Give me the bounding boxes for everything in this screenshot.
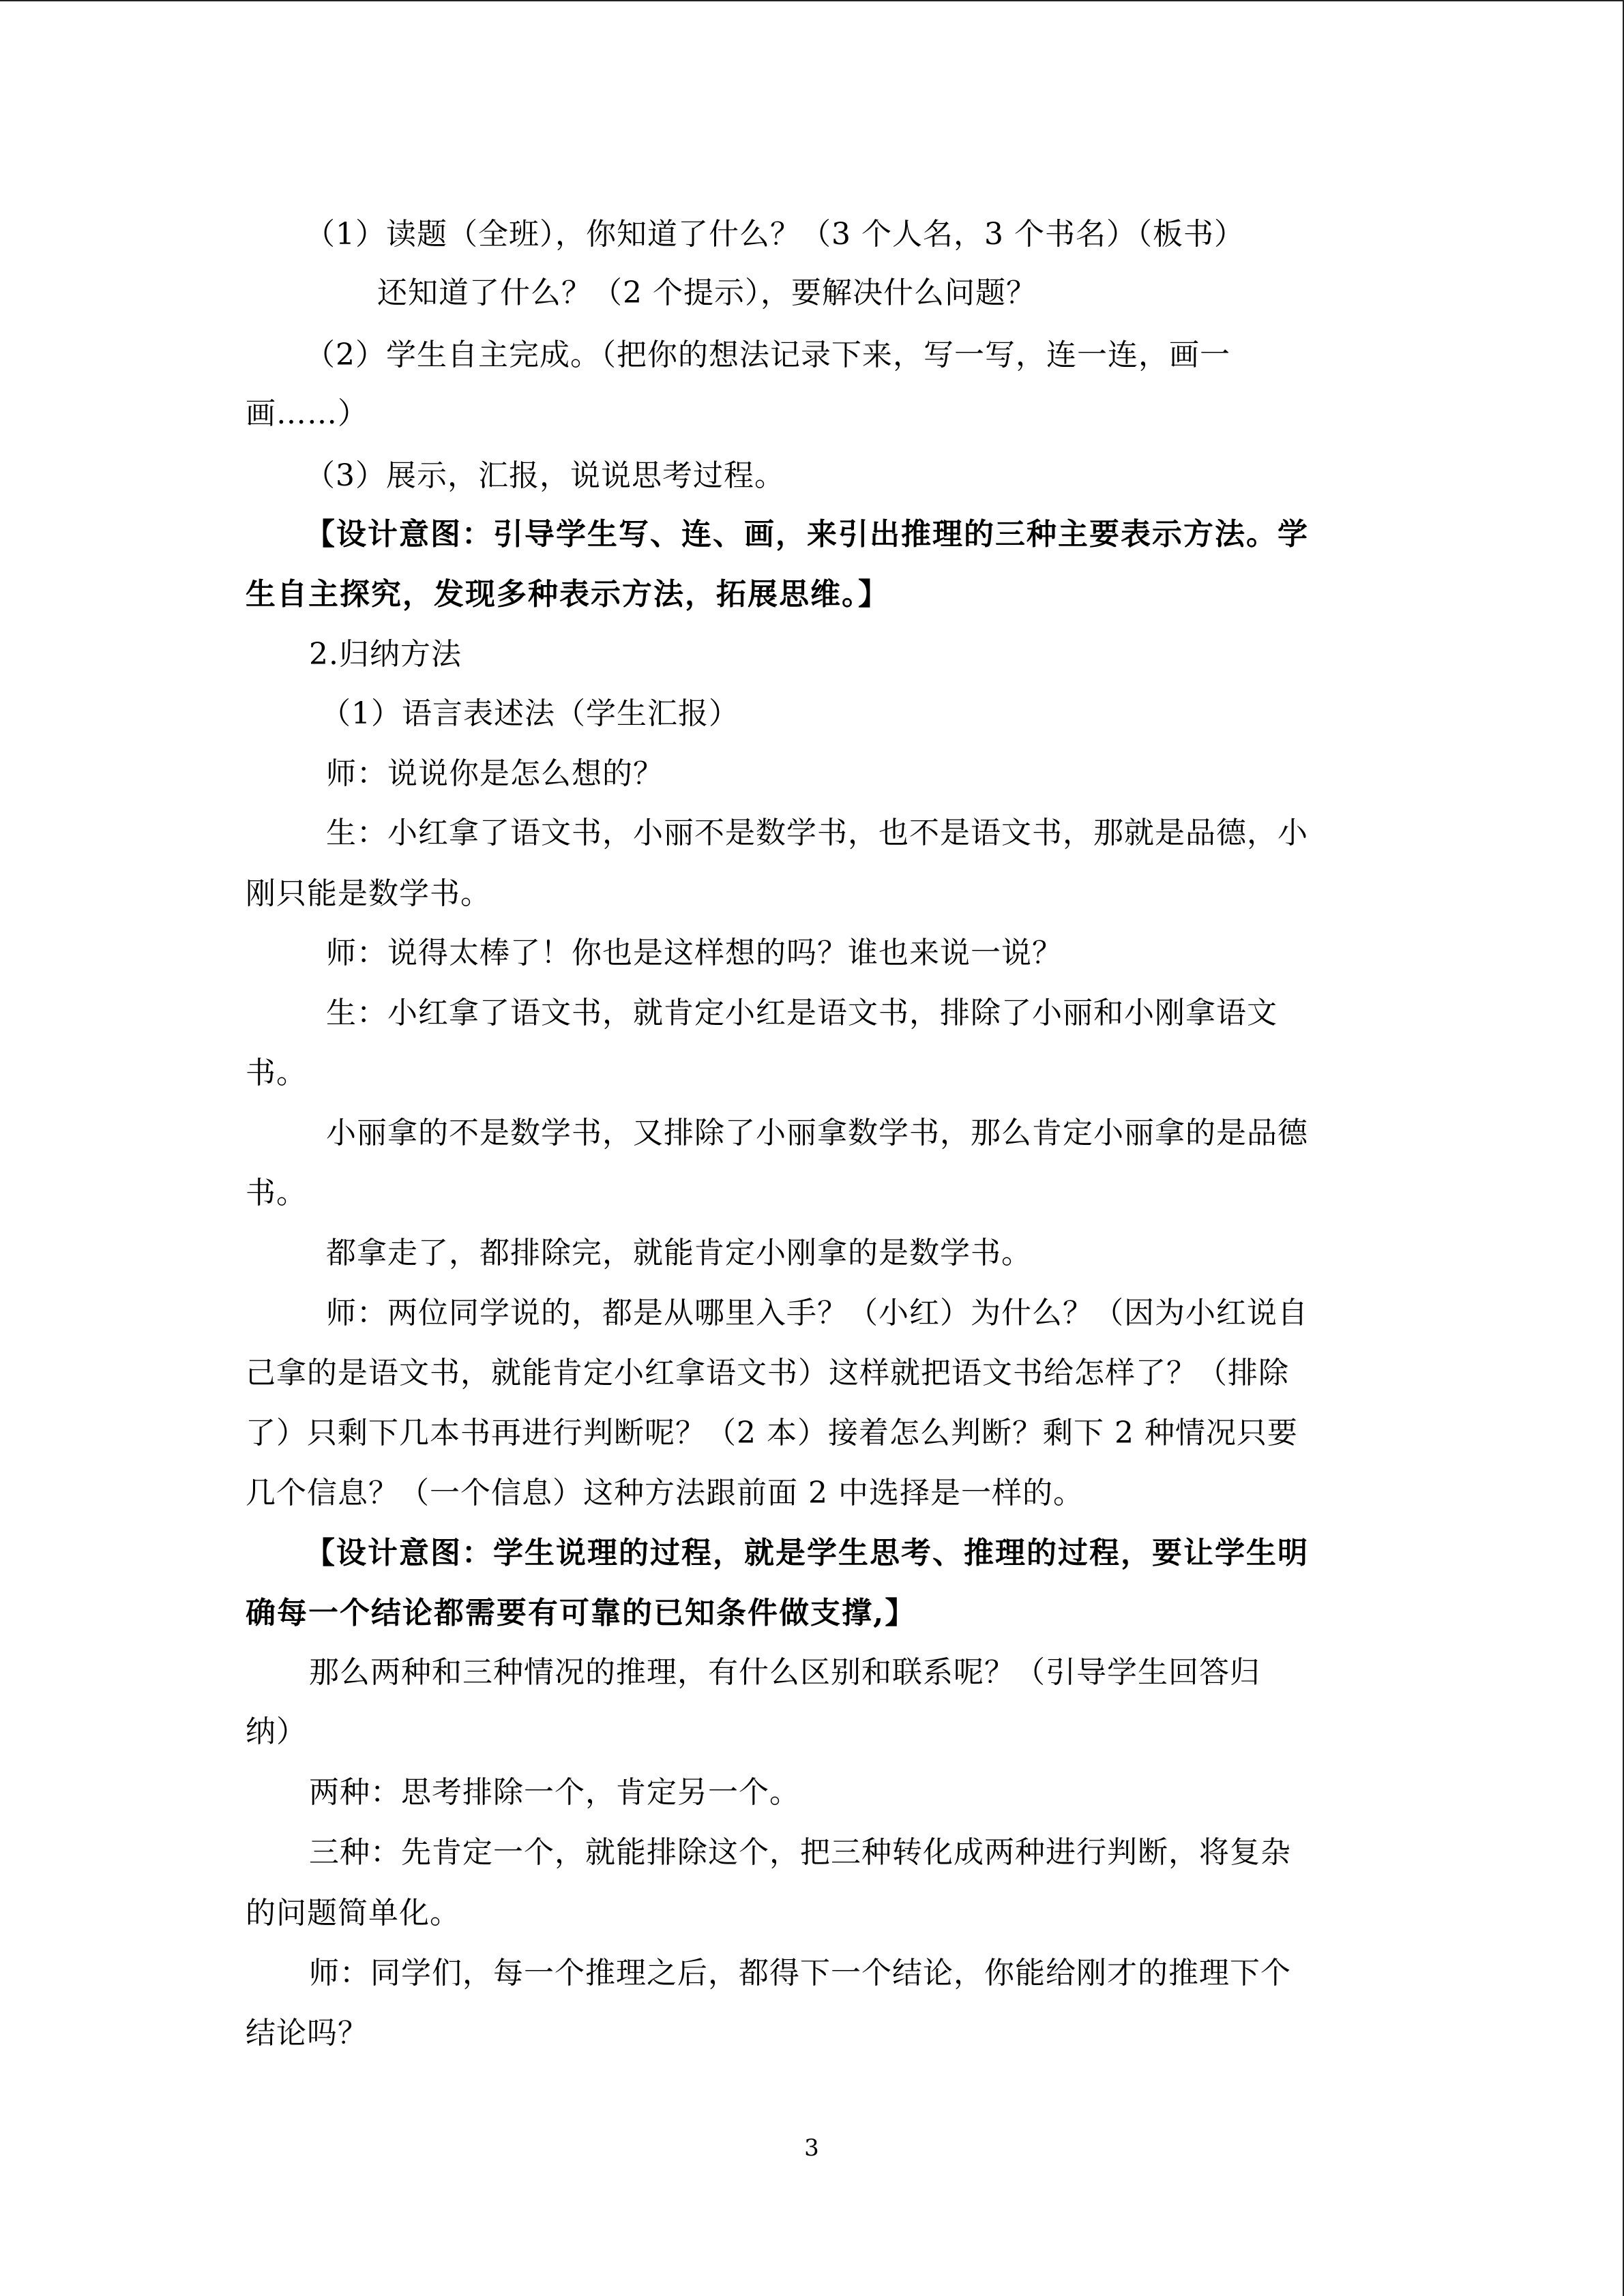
text-line: 书。 (246, 1176, 307, 1210)
text-line: 书。 (246, 1056, 307, 1090)
text-line: 结论吗？ (246, 2016, 368, 2051)
design-intent-note: 确每一个结论都需要有可靠的已知条件做支撑,】 (246, 1596, 917, 1630)
text-line: 都拿走了，都排除完，就能肯定小刚拿的是数学书。 (326, 1236, 1032, 1270)
page-number: 3 (804, 2134, 819, 2162)
text-line: 己拿的是语文书，就能肯定小红拿语文书）这样就把语文书给怎样了？（排除 (246, 1356, 1289, 1390)
text-line: 刚只能是数学书。 (246, 876, 491, 911)
text-line: 那么两种和三种情况的推理，有什么区别和联系呢？（引导学生回答归 (309, 1655, 1260, 1690)
text-line: 师：两位同学说的，都是从哪里入手？（小红）为什么？（因为小红说自 (326, 1296, 1308, 1330)
text-line: （2）学生自主完成。（把你的想法记录下来，写一写，连一连，画一 (305, 338, 1230, 372)
text-line: 画……） (246, 396, 368, 431)
text-line: 纳） (246, 1714, 307, 1749)
text-line: 小丽拿的不是数学书，又排除了小丽拿数学书，那么肯定小丽拿的是品德 (326, 1116, 1308, 1150)
text-line: 师：说得太棒了！你也是这样想的吗？谁也来说一说？ (326, 936, 1063, 970)
text-line: 的问题简单化。 (246, 1896, 460, 1930)
design-intent-note: 【设计意图：学生说理的过程，就是学生思考、推理的过程，要让学生明 (305, 1536, 1309, 1570)
design-intent-note: 生自主探究，发现多种表示方法，拓展思维。】 (246, 577, 889, 612)
section-heading: 2.归纳方法 (309, 637, 462, 672)
text-line: 生：小红拿了语文书，小丽不是数学书，也不是语文书，那就是品德，小 (326, 816, 1308, 850)
text-line: 还知道了什么？（2 个提示），要解决什么问题？ (377, 275, 1037, 310)
text-line: 师：同学们，每一个推理之后，都得下一个结论，你能给刚才的推理下个 (309, 1956, 1291, 1991)
text-line: 几个信息？（一个信息）这种方法跟前面 2 中选择是一样的。 (246, 1476, 1084, 1510)
text-line: 了）只剩下几本书再进行判断呢？（2 本）接着怎么判断？剩下 2 种情况只要 (246, 1416, 1298, 1450)
text-line: 三种：先肯定一个，就能排除这个，把三种转化成两种进行判断，将复杂 (309, 1835, 1291, 1870)
text-line: 生：小红拿了语文书，就肯定小红是语文书，排除了小丽和小刚拿语文 (326, 996, 1278, 1030)
text-line: （1）语言表述法（学生汇报） (321, 696, 739, 731)
design-intent-note: 【设计意图：引导学生写、连、画，来引出推理的三种主要表示方法。学 (305, 517, 1309, 552)
text-line: （1）读题（全班），你知道了什么？（3 个人名，3 个书名）（板书） (305, 217, 1245, 252)
text-line: 师：说说你是怎么想的？ (326, 756, 664, 791)
text-line: （3）展示，汇报，说说思考过程。 (305, 458, 785, 493)
text-line: 两种：思考排除一个，肯定另一个。 (309, 1775, 800, 1810)
